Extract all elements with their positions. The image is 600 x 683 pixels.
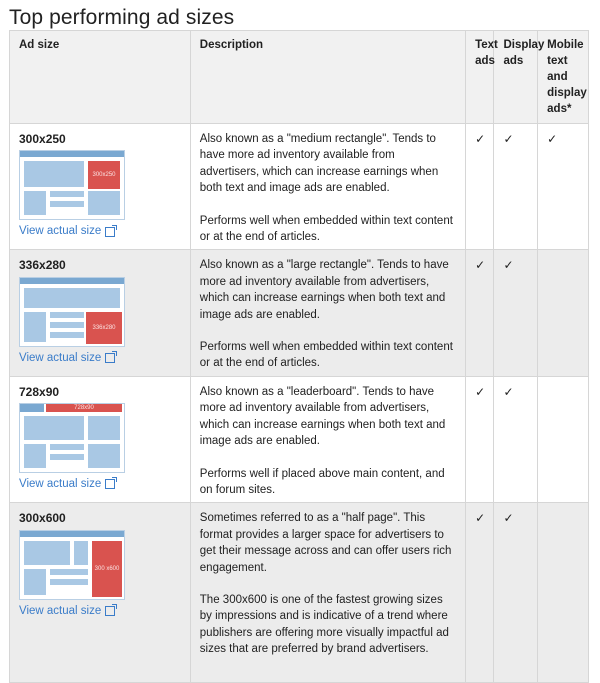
ad-size-label: 336x280 [19,258,66,273]
header-text-ads: Text ads [466,31,494,124]
ad-size-cell [10,250,191,376]
text-ads-check: ✓ [466,124,494,250]
description-cell [190,250,465,376]
display-ads-check: ✓ [494,376,538,502]
table-row [10,250,589,376]
view-actual-size-link[interactable]: View actual size [19,476,115,492]
ad-thumbnail: 728x90 [19,403,125,473]
description-text: The 300x600 is one of the fastest growing sizes by impressions and is indicative of a trend where publishers are offering more visually impactful ad sizes that are preferred by brand advertisers. [199,593,449,656]
description-text: Also known as a "medium rectangle". Tends to have more ad inventory available from advertisers, which can increase earnings when both text and image ads are enabled. [199,133,439,195]
header-mobile: Mobile text and display ads* [538,31,589,124]
ad-sizes-table [9,30,589,683]
table-row [10,376,589,502]
ad-size-label: 300x600 [19,511,66,526]
ad-thumbnail: 336x280 [19,277,125,347]
display-ads-check: ✓ [494,124,538,250]
mobile-check: ✓ [538,124,589,250]
ad-size-label: 300x250 [19,132,66,146]
external-link-icon [105,606,115,616]
mobile-check [538,503,589,683]
mobile-check [538,250,589,376]
description-cell [190,503,465,683]
table-row [10,124,589,250]
table-header-row [10,31,589,124]
description-text: Performs well if placed above main content, and on forum sites. [199,467,445,496]
ad-size-cell [10,124,191,250]
external-link-icon [105,227,115,237]
text-ads-check: ✓ [466,250,494,376]
display-ads-check: ✓ [494,250,538,376]
ad-size-cell [10,503,191,683]
header-description: Description [190,31,465,124]
display-ads-check: ✓ [494,503,538,683]
header-display-ads: Display ads [494,31,538,124]
text-ads-check: ✓ [466,503,494,683]
description-text: Also known as a "leaderboard". Tends to have more ad inventory available from advertisers, which can increase earnings when both text and image ads are enabled. [199,385,446,448]
page-title: Top performing ad sizes [9,6,235,29]
external-link-icon [105,479,115,489]
description-text: Sometimes referred to as a "half page". This format provides a larger space for advertisers to get their message across and can offer users rich engagement. [199,512,452,574]
description-text: Performs well when embedded within text content or at the end of articles. [199,341,453,370]
description-cell [190,376,465,502]
mobile-check [538,376,589,502]
table-row [10,503,589,683]
ad-size-cell [10,376,191,502]
description-text: Performs well when embedded within text content or at the end of articles. [199,214,453,244]
ad-size-label: 728x90 [19,384,60,399]
header-ad-size: Ad size [10,31,191,124]
text-ads-check: ✓ [466,376,494,502]
view-actual-size-link[interactable]: View actual size [19,603,115,619]
external-link-icon [105,353,115,363]
description-cell [190,124,465,250]
view-actual-size-link[interactable]: View actual size [19,350,115,366]
view-actual-size-link[interactable]: View actual size [19,223,115,239]
ad-thumbnail: 300x250 [19,150,125,220]
description-text: Also known as a "large rectangle". Tends to have more ad inventory available from advertisers, which can increase earnings when both text and image ads are enabled. [199,259,449,321]
ad-thumbnail: 300 x600 [19,530,125,600]
